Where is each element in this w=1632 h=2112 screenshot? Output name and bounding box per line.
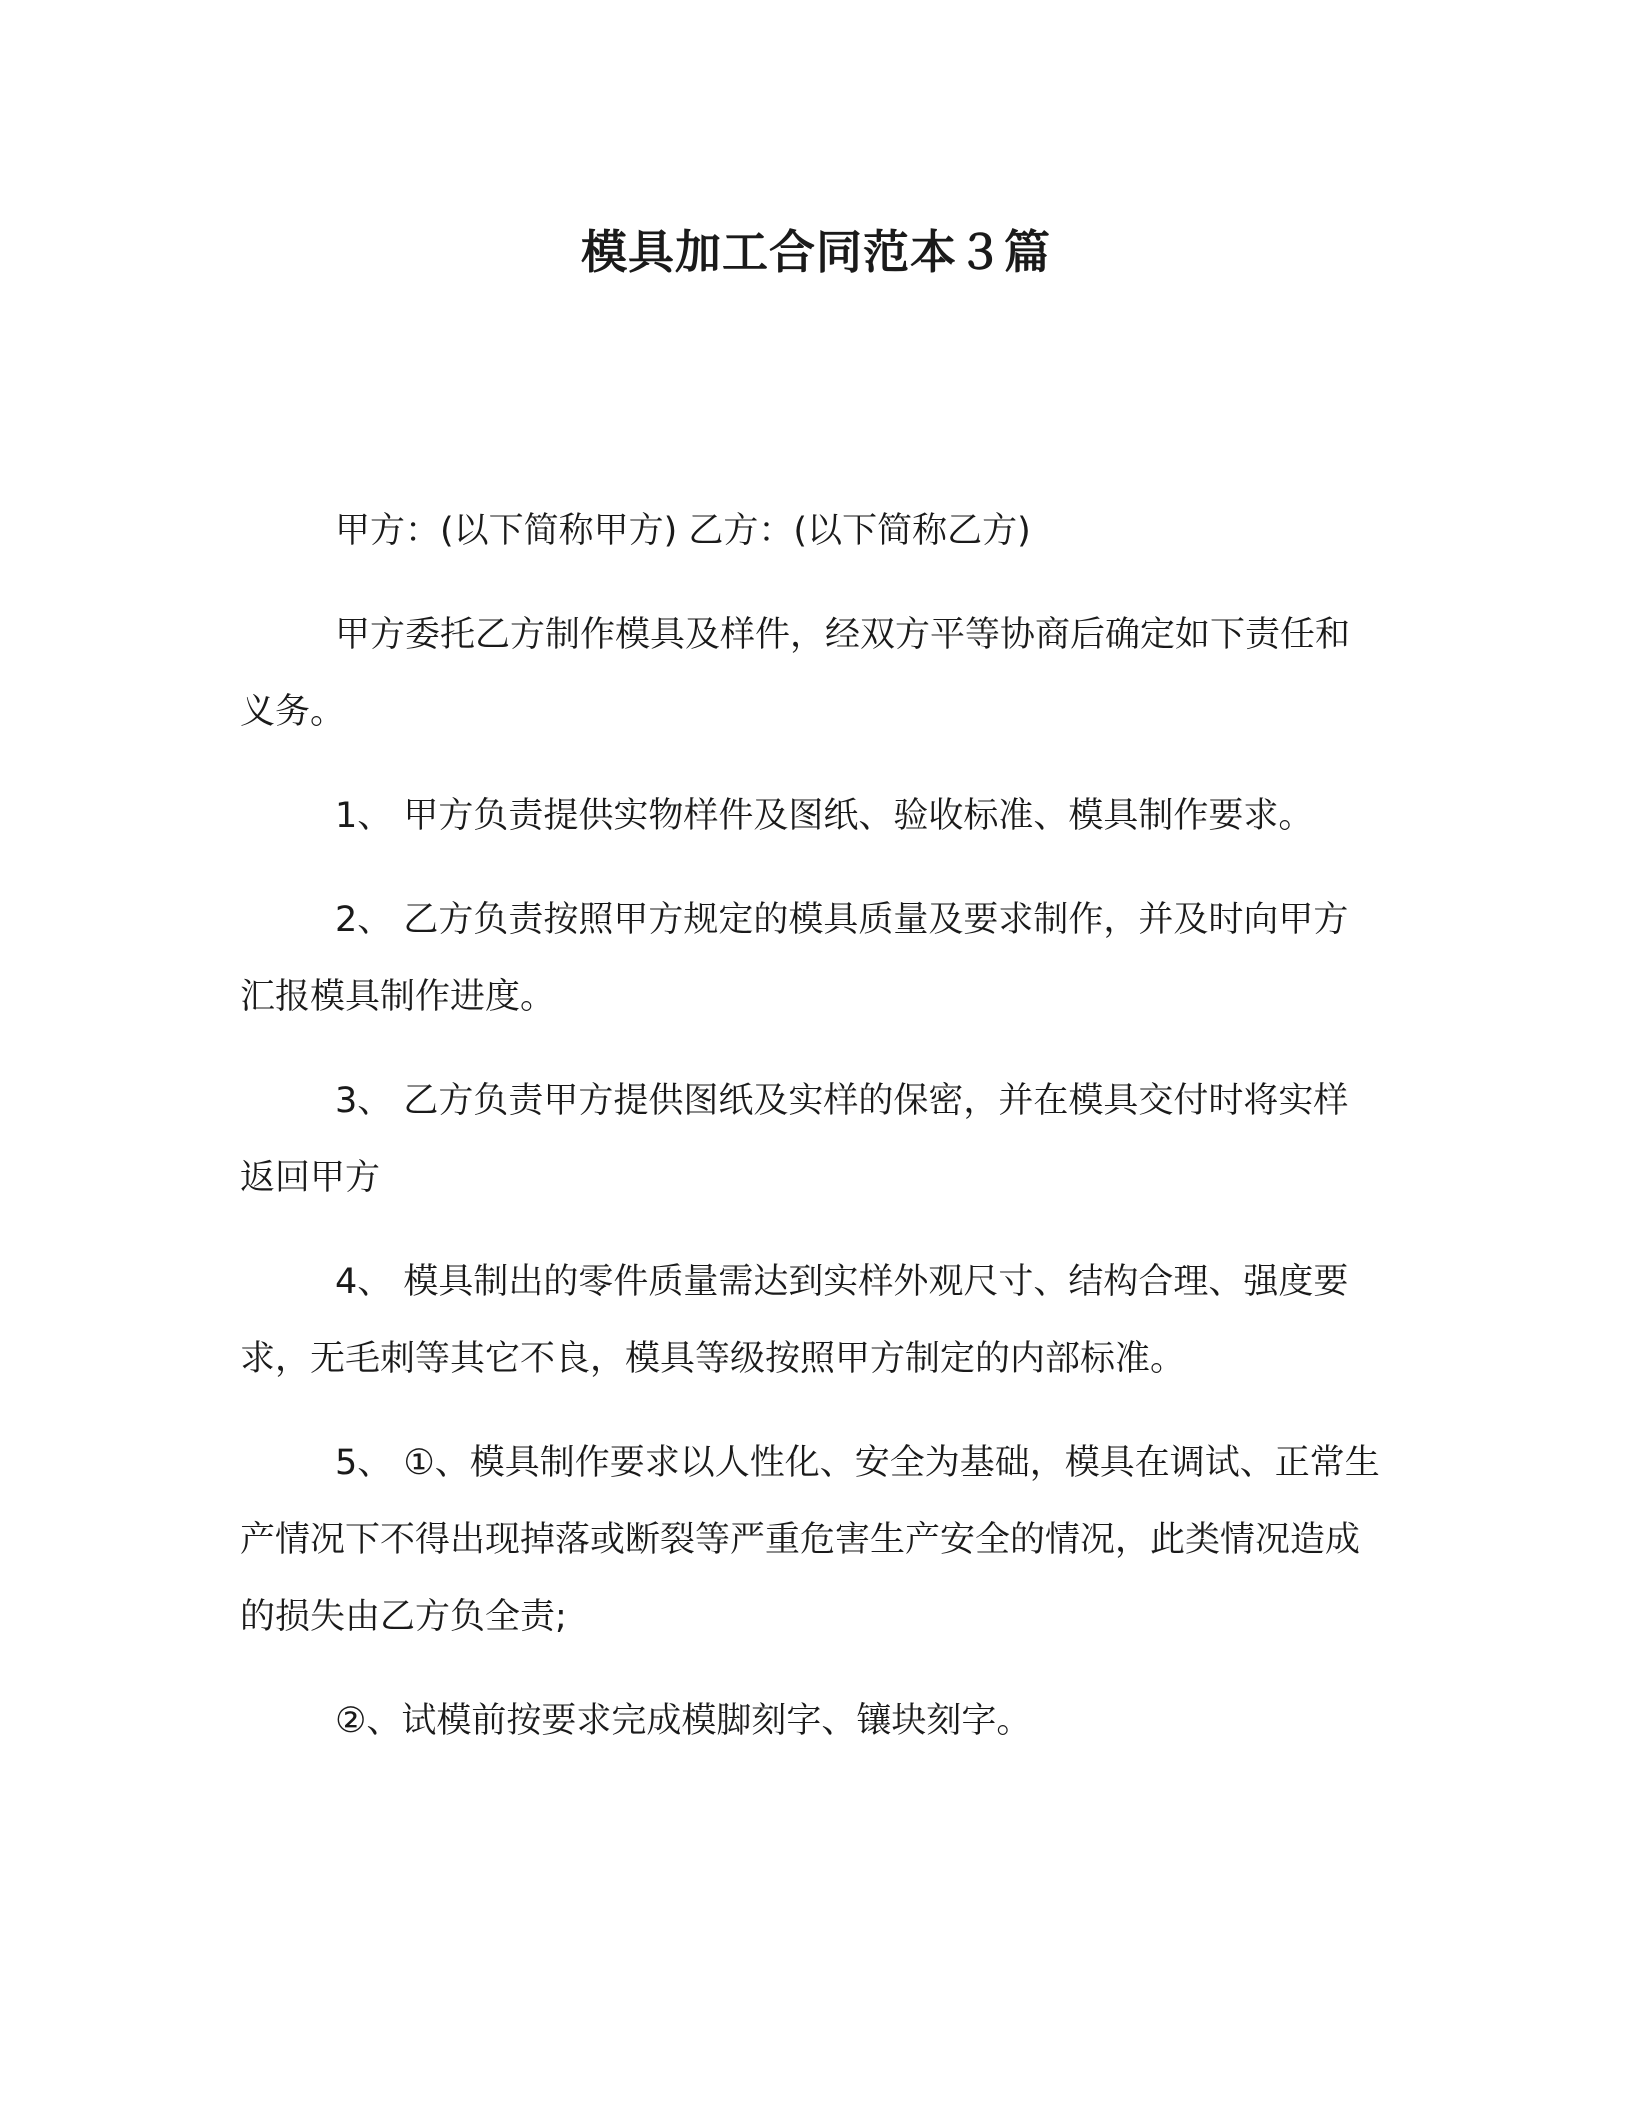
paragraph-clause-2: 2、 乙方负责按照甲方规定的模具质量及要求制作，并及时向甲方汇报模具制作进度。 <box>240 900 1349 1017</box>
paragraph-parties: 甲方：(以下简称甲方) 乙方：(以下简称乙方) <box>335 511 1031 551</box>
document-body <box>240 493 1382 1760</box>
paragraph-clause-4: 4、 模具制出的零件质量需达到实样外观尺寸、结构合理、强度要求，无毛刺等其它不良，模具等级按照甲方制定的内部标准。 <box>240 1262 1349 1379</box>
paragraph-intro: 甲方委托乙方制作模具及样件，经双方平等协商后确定如下责任和义务。 <box>240 615 1351 732</box>
paragraph-clause-5-2: ②、试模前按要求完成模脚刻字、镶块刻字。 <box>335 1701 1032 1741</box>
document-title: 模具加工合同范本３篇 <box>581 225 1051 279</box>
paragraph-clause-3: 3、 乙方负责甲方提供图纸及实样的保密，并在模具交付时将实样返回甲方 <box>240 1081 1349 1198</box>
paragraph-clause-1: 1、 甲方负责提供实物样件及图纸、验收标准、模具制作要求。 <box>335 796 1314 836</box>
paragraph-clause-5-1: 5、 ①、模具制作要求以人性化、安全为基础，模具在调试、正常生产情况下不得出现掉落或断裂等严重危害生产安全的情况，此类情况造成的损失由乙方负全责; <box>240 1443 1380 1637</box>
